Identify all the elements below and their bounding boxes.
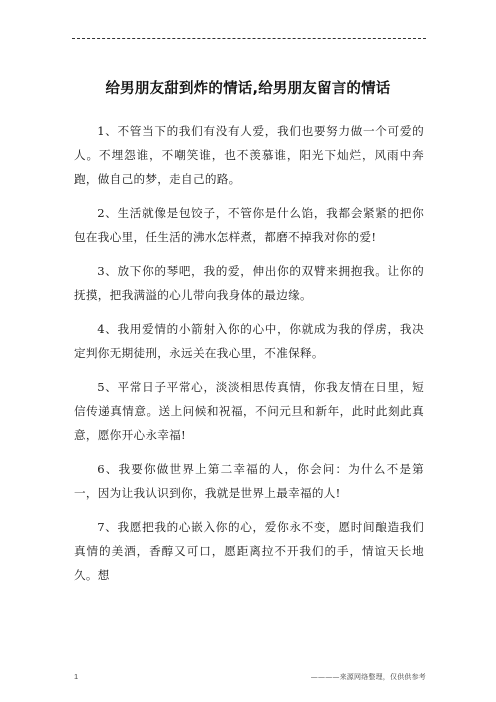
page-number: 1	[74, 672, 79, 681]
header-dashed-rule	[72, 38, 426, 39]
paragraph-1: 1、不管当下的我们有没有人爱，我们也要努力做一个可爱的人。不埋怨谁，不嘲笑谁，也不羡慕谁，阳光下灿烂，风雨中奔跑，做自己的梦，走自己的路。	[74, 124, 424, 186]
paragraph-6: 6、我要你做世界上第二幸福的人，你会问：为什么不是第一，因为让我认识到你，我就是世界上最幸福的人!	[74, 462, 424, 500]
footer-source-note: ————来源网络整理，仅供供参考	[310, 673, 426, 681]
document-body	[74, 119, 424, 597]
paragraph-4: 4、我用爱情的小箭射入你的心中，你就成为我的俘虏，我决定判你无期徒刑，永远关在我心里，不准保释。	[74, 322, 424, 360]
paragraph-3: 3、放下你的琴吧，我的爱，伸出你的双臂来拥抱我。让你的抚摸，把我满溢的心儿带向我身体的最边缘。	[74, 264, 424, 302]
paragraph-5: 5、平常日子平常心，淡淡相思传真情，你我友情在日里，短信传递真情意。送上问候和祝福，不问元旦和新年，此时此刻此真意，愿你开心永幸福!	[74, 380, 424, 442]
paragraph-7: 7、我愿把我的心嵌入你的心，爱你永不变，愿时间酿造我们真情的美酒，香醇又可口，愿距离拉不开我们的手，情谊天长地久。想	[74, 520, 424, 582]
page-footer	[74, 672, 426, 688]
paragraph-2: 2、生活就像是包饺子，不管你是什么馅，我都会紧紧的把你包在我心里，任生活的沸水怎样煮，都磨不掉我对你的爱!	[74, 206, 424, 244]
document-title: 给男朋友甜到炸的情话,给男朋友留言的情话	[105, 81, 391, 97]
